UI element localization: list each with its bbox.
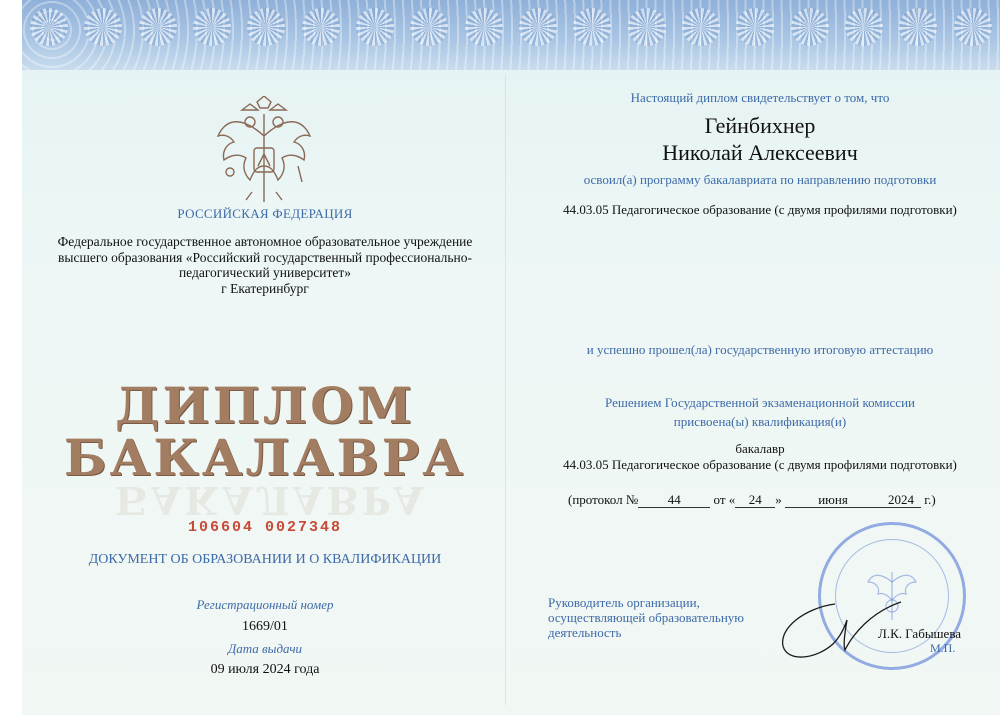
page-fold-line	[505, 75, 506, 705]
diploma-serial-number: 106604 0027348	[187, 519, 343, 536]
head-label-line-3: деятельность	[548, 625, 622, 640]
country-name: РОССИЙСКАЯ ФЕДЕРАЦИЯ	[177, 206, 353, 221]
registration-label: Регистрационный номер	[196, 597, 334, 612]
head-label-line-2: осуществляющей образовательную	[548, 610, 744, 625]
diploma-title-line-2: БАКАЛАВРА	[63, 428, 467, 487]
graduate-surname: Гейнбихнер	[704, 113, 816, 138]
protocol-year: 2024	[881, 493, 921, 508]
protocol-month: июня	[785, 493, 881, 508]
organization-city: г Екатеринбург	[221, 280, 309, 296]
mirrored-watermark: БАКАЛАВРА	[115, 478, 428, 523]
graduate-given-names: Николай Алексеевич	[662, 140, 858, 165]
protocol-line	[568, 492, 968, 508]
attestation-statement: и успешно прошел(ла) государственную итоговую аттестацию	[586, 342, 934, 357]
qualification: бакалавр	[735, 441, 785, 456]
head-label-line-1: Руководитель организации,	[548, 595, 700, 610]
protocol-suffix: г.)	[924, 492, 936, 507]
protocol-quote-close: »	[775, 492, 782, 507]
issue-date: 09 июля 2024 года	[210, 662, 320, 677]
decorative-rosettes	[22, 8, 1000, 48]
registration-number: 1669/01	[242, 619, 288, 634]
document-type: ДОКУМЕНТ ОБ ОБРАЗОВАНИИ И О КВАЛИФИКАЦИИ	[88, 552, 442, 567]
protocol-prefix: (протокол №	[568, 492, 639, 507]
issue-date-label: Дата выдачи	[227, 641, 303, 656]
commission-decision-line-1: Решением Государственной экзаменационной комиссии	[605, 395, 915, 410]
commission-decision-line-2: присвоена(ы) квалификация(и)	[673, 414, 847, 429]
protocol-from: от «	[713, 492, 736, 507]
head-of-organization-label	[548, 595, 768, 640]
scan-margin	[0, 0, 22, 715]
study-program: 44.03.05 Педагогическое образование (с двумя профилями подготовки)	[563, 202, 957, 217]
organization-line-3: педагогический университет»	[178, 265, 352, 280]
issuing-organization	[40, 234, 490, 296]
organization-line-2: высшего образования «Российский государственный профессионально-	[58, 249, 472, 265]
protocol-number: 44	[638, 493, 710, 508]
signer-name: Л.К. Габышева	[878, 626, 962, 641]
certification-intro: Настоящий диплом свидетельствует о том, что	[630, 90, 890, 105]
double-headed-eagle-emblem-icon	[212, 96, 316, 206]
protocol-day: 24	[735, 493, 775, 508]
qualification-program: 44.03.05 Педагогическое образование (с двумя профилями подготовки)	[563, 457, 957, 472]
stamp-place-mark: М.П.	[930, 641, 956, 655]
diploma-title-line-1: ДИПЛОМ	[114, 376, 416, 435]
mastered-program-label: освоил(а) программу бакалавриата по направлению подготовки	[583, 172, 937, 187]
organization-line-1: Федеральное государственное автономное образовательное учреждение	[57, 234, 473, 249]
